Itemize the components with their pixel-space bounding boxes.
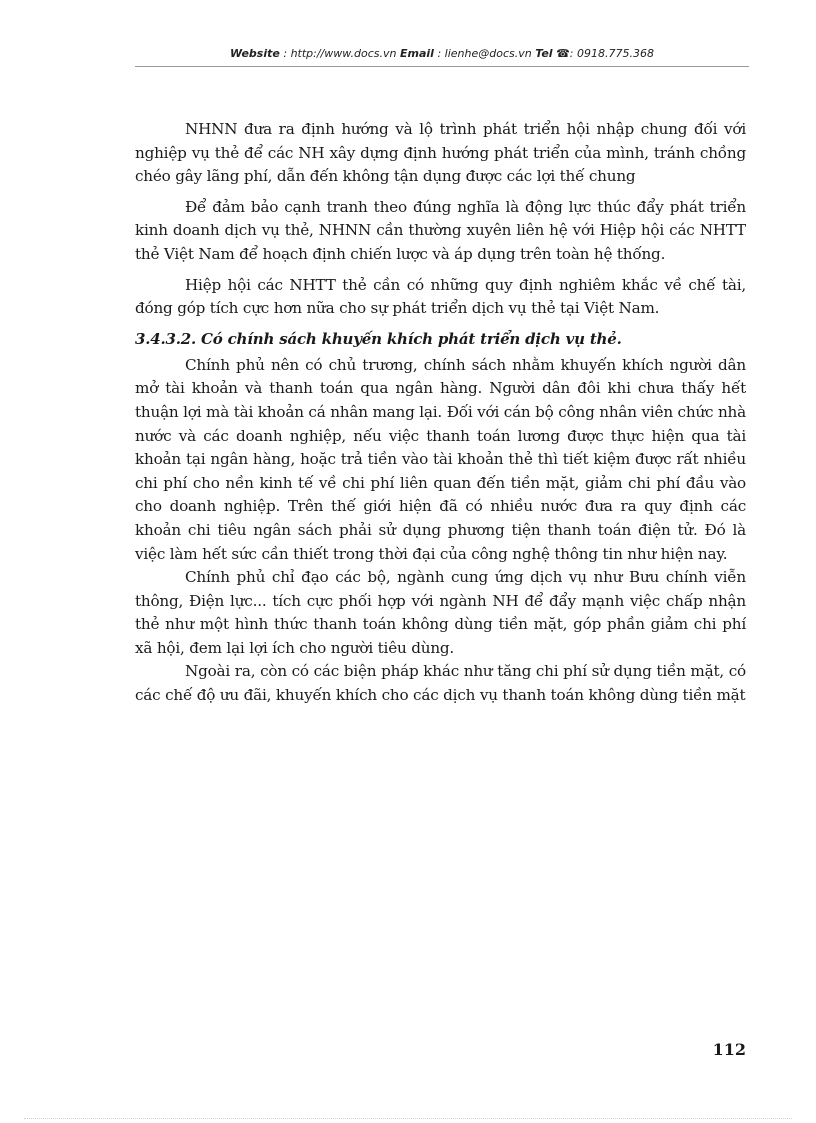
body-paragraph-1: NHNN đưa ra định hướng và lộ trình phát triển hội nhập chung đối với nghiệp vụ thẻ để các NH xây dựng định hướng phát triển của mình, tránh chồng chéo gây lãng phí, dẫn đến không tận dụng được các lợi thế chung bbox=[135, 120, 746, 186]
section-paragraph-2: Chính phủ chỉ đạo các bộ, ngành cung ứng dịch vụ như Bưu chính viễn thông, Điện lực... tích cực phối hợp với ngành NH để đẩy mạnh việc chấp nhận thẻ như một hình thức thanh toán không dùng tiền mặt, góp phần giảm chi phí xã hội, đem lại lợi ích cho người tiêu dùng. bbox=[135, 568, 746, 657]
website-label: Website bbox=[230, 47, 280, 60]
body-paragraph-2: Để đảm bảo cạnh tranh theo đúng nghĩa là động lực thúc đẩy phát triển kinh doanh dịch vụ thẻ, NHNN cần thường xuyên liên hệ với Hiệp hội các NHTT thẻ Việt Nam để hoạch định chiến lược và áp dụng trên toàn hệ thống. bbox=[135, 197, 746, 263]
section-heading: 3.4.3.2. Có chính sách khuyến khích phát triển dịch vụ thẻ. bbox=[135, 329, 622, 348]
tel-separator: : bbox=[569, 47, 577, 60]
page-header bbox=[135, 47, 749, 60]
section-paragraph-1: Chính phủ nên có chủ trương, chính sách nhằm khuyến khích người dân mở tài khoản và thanh toán qua ngân hàng. Người dân đôi khi chưa thấy hết thuận lợi mà tài khoản cá nhân mang lại. Đối với cán bộ công nhân viên chức nhà nước và các doanh nghiệp, nếu việc thanh toán lương được thực hiện qua tài khoản tại ngân hàng, hoặc trả tiền vào tài khoản thẻ thì tiết kiệm được rất nhiều chi phí cho nền kinh tế về chi phí liên quan đến tiền mặt, giảm chi phí đầu vào cho doanh nghiệp. Trên thế giới hiện đã có nhiều nước đưa ra quy định các khoản chi tiêu ngân sách phải sử dụng phương tiện thanh toán điện tử. Đó là việc làm hết sức cần thiết trong thời đại của công nghệ thông tin như hiện nay. bbox=[135, 355, 746, 563]
email-separator: : bbox=[433, 47, 445, 60]
body-paragraph-3: Hiệp hội các NHTT thẻ cần có những quy định nghiêm khắc về chế tài, đóng góp tích cực hơn nữa cho sự phát triển dịch vụ thẻ tại Việt Nam. bbox=[135, 275, 746, 318]
email-address[interactable]: lienhe@docs.vn bbox=[444, 47, 532, 60]
website-separator: : bbox=[279, 47, 291, 60]
section-paragraph-3: Ngoài ra, còn có các biện pháp khác như tăng chi phí sử dụng tiền mặt, có các chế độ ưu đãi, khuyến khích cho các dịch vụ thanh toán không dùng tiền mặt bbox=[135, 662, 746, 705]
tel-label: Tel bbox=[535, 47, 553, 60]
tel-number: 0918.775.368 bbox=[576, 47, 654, 60]
document-body bbox=[135, 118, 746, 708]
page-number: 112 bbox=[712, 1040, 746, 1059]
email-label: Email bbox=[400, 47, 434, 60]
phone-icon: ☎ bbox=[556, 47, 570, 60]
header-divider bbox=[135, 66, 749, 67]
page-bottom-border bbox=[24, 1118, 792, 1119]
website-url[interactable]: http://www.docs.vn bbox=[290, 47, 397, 60]
